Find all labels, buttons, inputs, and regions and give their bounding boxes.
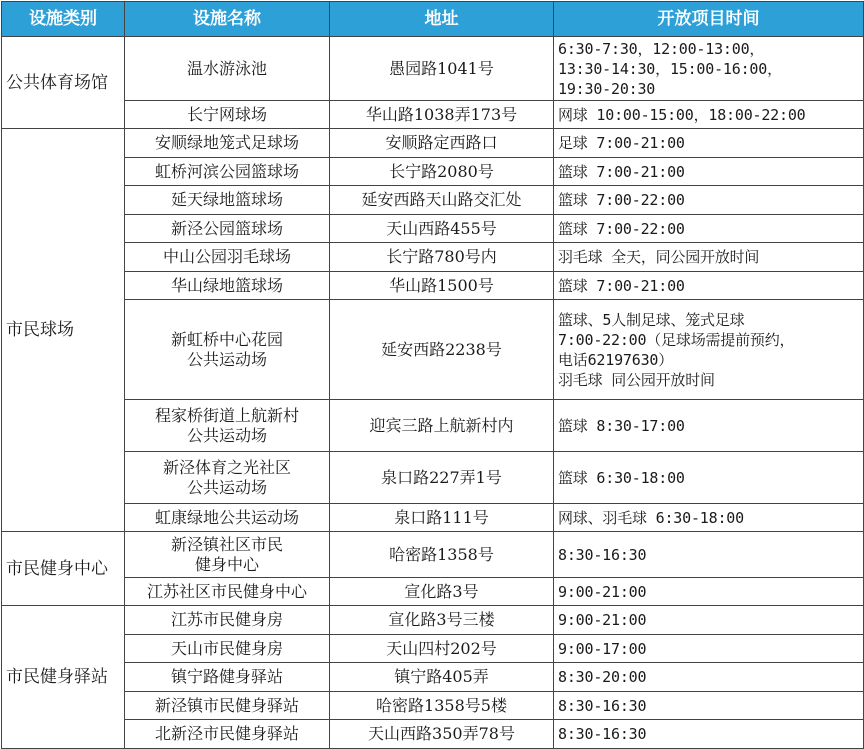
facility-name-cell (125, 720, 330, 749)
facility-name-cell (125, 272, 330, 300)
table-row (2, 300, 864, 400)
hours-cell (554, 692, 864, 720)
facility-name-line: 华山绿地篮球场 (170, 275, 283, 295)
facility-name-cell (125, 300, 330, 400)
facility-name-line: 新虹桥中心花园 (170, 329, 283, 349)
facility-name-cell (125, 532, 330, 578)
facility-name-line: 延天绿地篮球场 (170, 190, 283, 209)
table-row (2, 578, 864, 606)
hours-cell (554, 663, 864, 692)
facility-name-cell (125, 606, 330, 635)
facility-name-cell (125, 504, 330, 532)
facility-name-line: 长宁网球场 (186, 104, 267, 124)
hours-cell (554, 129, 864, 158)
hours-line: 19:30-20:30 (558, 79, 656, 98)
address-cell: 迎宾三路上航新村内 (330, 400, 554, 452)
facility-name-line: 新泾镇社区市民 (170, 534, 283, 554)
facility-name-line: 天山市民健身房 (170, 638, 283, 658)
facility-name-cell (125, 635, 330, 663)
address-cell: 天山四村202号 (330, 635, 554, 663)
category-cell: 市民球场 (2, 129, 125, 532)
address-cell: 泉口路111号 (330, 504, 554, 532)
facility-name-cell (125, 186, 330, 215)
hours-cell (554, 452, 864, 504)
hours-line: 羽毛球 同公园开放时间 (558, 370, 715, 389)
facility-name-line: 程家桥街道上航新村 (154, 405, 299, 425)
hours-cell (554, 101, 864, 129)
hours-line: 电话62197630） (558, 350, 674, 369)
facility-name-cell (125, 663, 330, 692)
facility-name-line: 新泾体育之光社区 (162, 457, 291, 477)
facility-table (1, 1, 864, 749)
facility-name-cell (125, 692, 330, 720)
hours-line: 篮球 7:00-21:00 (558, 162, 685, 181)
table-row (2, 37, 864, 101)
facility-name-cell (125, 578, 330, 606)
hours-cell (554, 635, 864, 663)
hours-cell (554, 532, 864, 578)
table-row (2, 272, 864, 300)
header-address: 地址 (330, 2, 554, 37)
facility-name-line: 新泾公园篮球场 (170, 218, 283, 238)
hours-cell (554, 720, 864, 749)
hours-line: 9:00-21:00 (558, 611, 647, 629)
facility-name-line: 健身中心 (194, 554, 259, 574)
hours-line: 足球 7:00-21:00 (558, 134, 685, 152)
hours-line: 6:30-7:30，12:00-13:00， (558, 39, 765, 58)
hours-line: 8:30-16:30 (558, 696, 647, 715)
address-cell: 天山西路350弄78号 (330, 720, 554, 749)
table-header-row (2, 2, 864, 37)
facility-name-line: 北新泾市民健身驿站 (154, 724, 299, 743)
table-row (2, 452, 864, 504)
hours-line: 篮球、5人制足球、笼式足球 (558, 310, 745, 329)
hours-line: 8:30-16:30 (558, 545, 647, 564)
table-row (2, 186, 864, 215)
address-cell: 镇宁路405弄 (330, 663, 554, 692)
facility-name-line: 公共运动场 (186, 349, 267, 369)
facility-name-cell (125, 158, 330, 186)
table-row (2, 692, 864, 720)
table-row (2, 101, 864, 129)
address-cell: 宣化路3号 (330, 578, 554, 606)
category-cell: 公共体育场馆 (2, 37, 125, 129)
hours-cell (554, 158, 864, 186)
hours-line: 篮球 7:00-21:00 (558, 276, 685, 295)
address-cell: 长宁路2080号 (330, 158, 554, 186)
table-row (2, 504, 864, 532)
category-cell: 市民健身中心 (2, 532, 125, 606)
hours-line: 网球 10:00-15:00，18:00-22:00 (558, 105, 806, 124)
table-body (2, 37, 864, 749)
category-cell: 市民健身驿站 (2, 606, 125, 749)
facility-name-line: 虹桥河滨公园篮球场 (154, 161, 299, 181)
table-row (2, 532, 864, 578)
facility-name-line: 虹康绿地公共运动场 (154, 507, 299, 527)
hours-line: 9:00-17:00 (558, 639, 647, 658)
address-cell: 哈密路1358号 (330, 532, 554, 578)
table-row (2, 158, 864, 186)
facility-name-line: 镇宁路健身驿站 (170, 667, 283, 686)
table-row (2, 606, 864, 635)
hours-cell (554, 504, 864, 532)
facility-name-cell (125, 129, 330, 158)
hours-cell (554, 300, 864, 400)
hours-line: 7:00-22:00（足球场需提前预约， (558, 330, 795, 349)
address-cell: 延安西路2238号 (330, 300, 554, 400)
address-cell: 愚园路1041号 (330, 37, 554, 101)
hours-line: 篮球 7:00-22:00 (558, 219, 685, 238)
hours-line: 篮球 8:30-17:00 (558, 416, 685, 435)
hours-line: 篮球 6:30-18:00 (558, 468, 685, 487)
address-cell: 延安西路天山路交汇处 (330, 186, 554, 215)
facility-name-cell (125, 452, 330, 504)
hours-cell (554, 215, 864, 243)
facility-name-line: 江苏市民健身房 (170, 610, 283, 629)
table-row (2, 129, 864, 158)
address-cell: 长宁路780号内 (330, 243, 554, 272)
facility-name-line: 安顺绿地笼式足球场 (154, 133, 299, 152)
hours-cell (554, 606, 864, 635)
hours-cell (554, 186, 864, 215)
facility-name-cell (125, 101, 330, 129)
facility-name-line: 公共运动场 (186, 477, 267, 497)
hours-cell (554, 243, 864, 272)
facility-name-line: 中山公园羽毛球场 (162, 247, 291, 266)
table-row (2, 400, 864, 452)
hours-cell (554, 578, 864, 606)
address-cell: 天山西路455号 (330, 215, 554, 243)
facility-name-line: 温水游泳池 (186, 58, 267, 78)
header-name: 设施名称 (125, 2, 330, 37)
hours-cell (554, 400, 864, 452)
header-hours: 开放项目时间 (554, 2, 864, 37)
hours-line: 8:30-20:00 (558, 668, 647, 686)
table-row (2, 215, 864, 243)
address-cell: 哈密路1358号5楼 (330, 692, 554, 720)
facility-name-cell (125, 215, 330, 243)
table-row (2, 720, 864, 749)
hours-line: 篮球 7:00-22:00 (558, 191, 685, 209)
facility-name-cell (125, 37, 330, 101)
hours-line: 9:00-21:00 (558, 582, 647, 601)
address-cell: 安顺路定西路口 (330, 129, 554, 158)
address-cell: 泉口路227弄1号 (330, 452, 554, 504)
facility-name-cell (125, 243, 330, 272)
address-cell: 宣化路3号三楼 (330, 606, 554, 635)
hours-line: 13:30-14:30，15:00-16:00， (558, 59, 782, 78)
hours-line: 羽毛球 全天，同公园开放时间 (558, 248, 760, 266)
facility-name-line: 新泾镇市民健身驿站 (154, 695, 299, 715)
table-row (2, 635, 864, 663)
hours-line: 8:30-16:30 (558, 725, 647, 743)
header-category: 设施类别 (2, 2, 125, 37)
facility-name-line: 江苏社区市民健身中心 (146, 581, 307, 601)
facility-name-cell (125, 400, 330, 452)
address-cell: 华山路1500号 (330, 272, 554, 300)
hours-cell (554, 272, 864, 300)
address-cell: 华山路1038弄173号 (330, 101, 554, 129)
table-row (2, 243, 864, 272)
hours-cell (554, 37, 864, 101)
facility-name-line: 公共运动场 (186, 425, 267, 445)
table-row (2, 663, 864, 692)
hours-line: 网球、羽毛球 6:30-18:00 (558, 508, 744, 527)
